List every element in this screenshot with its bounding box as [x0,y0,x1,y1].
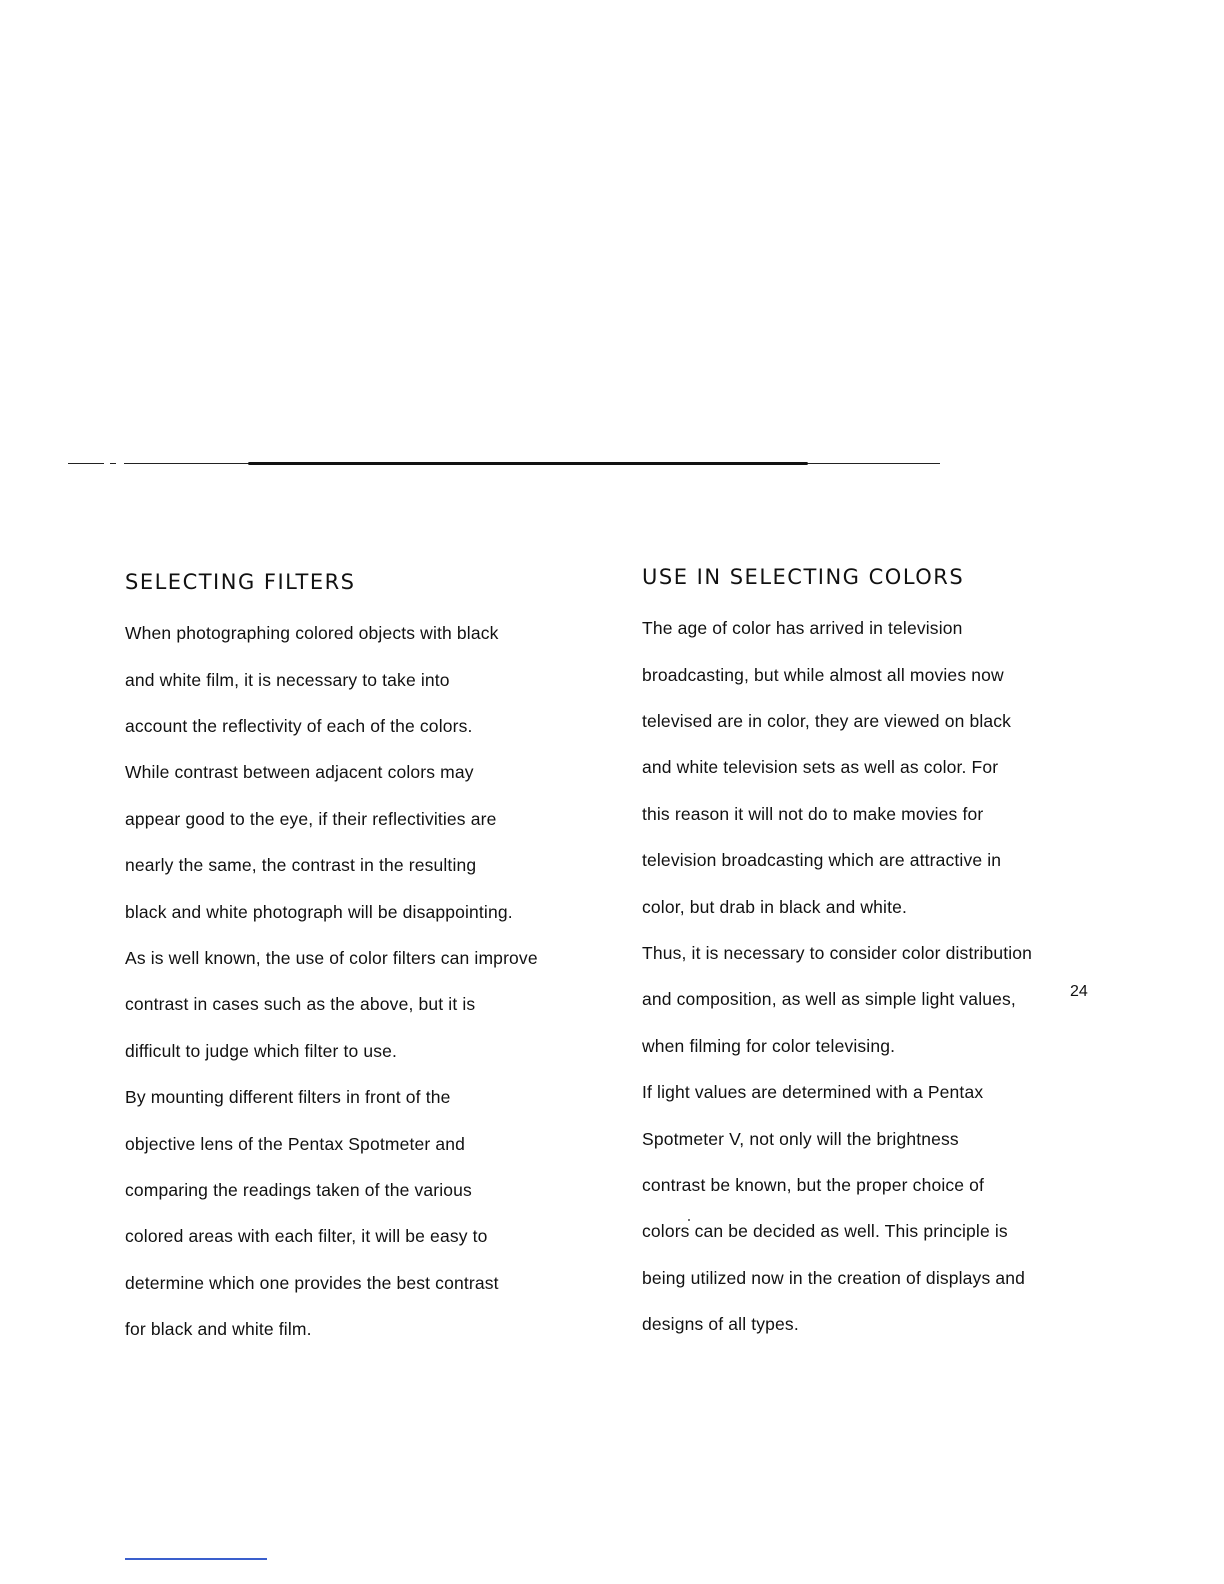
text-line: colors can be decided as well. This principle is [642,1221,1008,1242]
top-horizontal-rule [68,462,940,465]
rule-segment [110,463,116,464]
text-line: Spotmeter V, not only will the brightness [642,1128,959,1149]
text-line: nearly the same, the contrast in the resulting [125,855,477,876]
text-line: appear good to the eye, if their reflectivities are [125,808,497,829]
text-line: account the reflectivity of each of the colors. [125,716,473,737]
section-heading-selecting-filters: SELECTING FILTERS [125,570,356,594]
rule-segment-thick [248,462,808,465]
scan-speck [688,1219,690,1221]
text-line: for black and white film. [125,1319,312,1340]
text-line: black and white photograph will be disappointing. [125,901,513,922]
text-line: broadcasting, but while almost all movies now [642,664,1004,685]
text-line: color, but drab in black and white. [642,896,907,917]
left-column [125,568,625,1365]
text-line: designs of all types. [642,1314,799,1335]
text-line: difficult to judge which filter to use. [125,1040,398,1061]
section-body-use-in-selecting-colors [642,594,1112,1360]
rule-segment [68,463,104,464]
text-line: If light values are determined with a Pentax [642,1082,984,1103]
text-line: colored areas with each filter, it will be easy to [125,1226,488,1247]
text-line: While contrast between adjacent colors may [125,762,474,783]
page-number: 24 [1070,983,1088,1000]
bottom-rule [125,1558,267,1560]
text-line: comparing the readings taken of the various [125,1180,472,1201]
text-line: As is well known, the use of color filters can improve [125,948,538,969]
text-line: when filming for color televising. [642,1035,896,1056]
text-line: television broadcasting which are attractive in [642,850,1002,871]
text-line: determine which one provides the best contrast [125,1272,499,1293]
text-line: By mounting different filters in front of the [125,1087,451,1108]
text-line: contrast be known, but the proper choice of [642,1175,985,1196]
text-line: Thus, it is necessary to consider color distribution [642,943,1033,964]
text-line: and white film, it is necessary to take into [125,669,450,690]
text-line: When photographing colored objects with black [125,623,499,644]
text-line: The age of color has arrived in television [642,618,963,639]
right-column [642,563,1112,1360]
text-line: and composition, as well as simple light values, [642,989,1016,1010]
text-line: televised are in color, they are viewed on black [642,711,1012,732]
section-body-selecting-filters [125,599,625,1365]
text-line: and white television sets as well as color. For [642,757,999,778]
text-line: contrast in cases such as the above, but it is [125,994,476,1015]
section-heading-use-in-selecting-colors: USE IN SELECTING COLORS [642,565,965,589]
text-line: this reason it will not do to make movies for [642,803,984,824]
text-line: objective lens of the Pentax Spotmeter and [125,1133,465,1154]
text-line: being utilized now in the creation of displays and [642,1267,1026,1288]
